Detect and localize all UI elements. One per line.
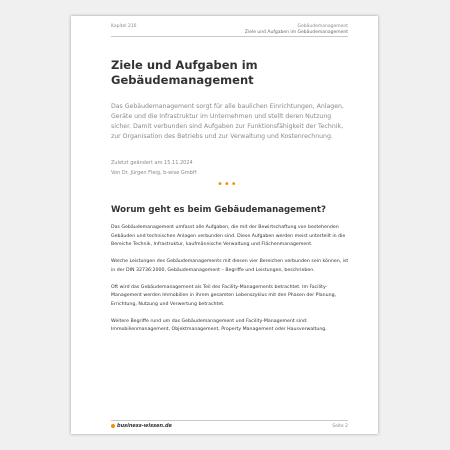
- paragraph: Welche Leistungen des Gebäudemanagements mit diesen vier Bereichen verbunden sein können, ist in der DIN 32736:2000, Gebäudemanagement – Begriffe und Leistungen, beschrieben.: [111, 259, 349, 273]
- author-line: Von Dr. Jürgen Fleig, b-wise GmbH: [111, 169, 197, 176]
- article-title: Ziele und Aufgaben im Gebäudemanagement: [111, 58, 258, 87]
- header-title: Gebäudemanagement: [297, 24, 348, 29]
- footer-divider: [111, 420, 348, 421]
- section-body: [111, 224, 351, 343]
- paragraph: Weitere Begriffe rund um das Gebäudemanagement und Facility-Management sind: Immobilienmanagement, Objektmanagement, Property Management oder Hausverwaltung.: [111, 318, 327, 332]
- logo-text: business-wissen.de: [117, 423, 172, 429]
- header-titles: [245, 24, 348, 36]
- updated-date: Zuletzt geändert am 15.11.2024: [111, 160, 193, 166]
- header-subtitle: Ziele und Aufgaben im Gebäudemanagement: [244, 30, 348, 35]
- section-heading: Worum geht es beim Gebäudemanagement?: [111, 205, 326, 215]
- paragraph: Das Gebäudemanagement umfasst alle Aufgaben, die mit der Bewirtschaftung von bestehenden Gebäuden und technischen Anlagen verbunden sind. Diese Aufgaben werden meist unterteilt in die Bereiche Technik, Infrastruktur, kaufmännische Verwaltung und Flächenmanagement.: [111, 225, 346, 247]
- article-meta: [111, 159, 197, 178]
- header-divider: [111, 36, 348, 37]
- paragraph: Oft wird das Gebäudemanagement als Teil des Facility-Managements betrachtet. Im Facility-Management werden Immobilien in ihrem gesamten Lebenszyklus mit den Phasen der Planung, Errichtung, Nutzung und Verwertung betrachtet.: [111, 284, 337, 307]
- article-lead: Das Gebäudemanagement sorgt für alle baulichen Einrichtungen, Anlagen, Geräte und die Infrastruktur im Unternehmen und stellt deren Nutzung sicher. Damit verbunden sind Aufgaben zur Funktionsfähigkeit der Technik, zur Organisation des Betriebs und zur Verwaltung und Kostenrechnung.: [111, 103, 344, 140]
- footer-logo: [111, 423, 172, 429]
- logo-dot-icon: [111, 424, 115, 428]
- separator-dots: •••: [217, 179, 238, 190]
- document-page: [71, 16, 378, 434]
- page-number: Seite 2: [332, 424, 348, 429]
- header-chapter: Kapitel 216: [111, 24, 137, 29]
